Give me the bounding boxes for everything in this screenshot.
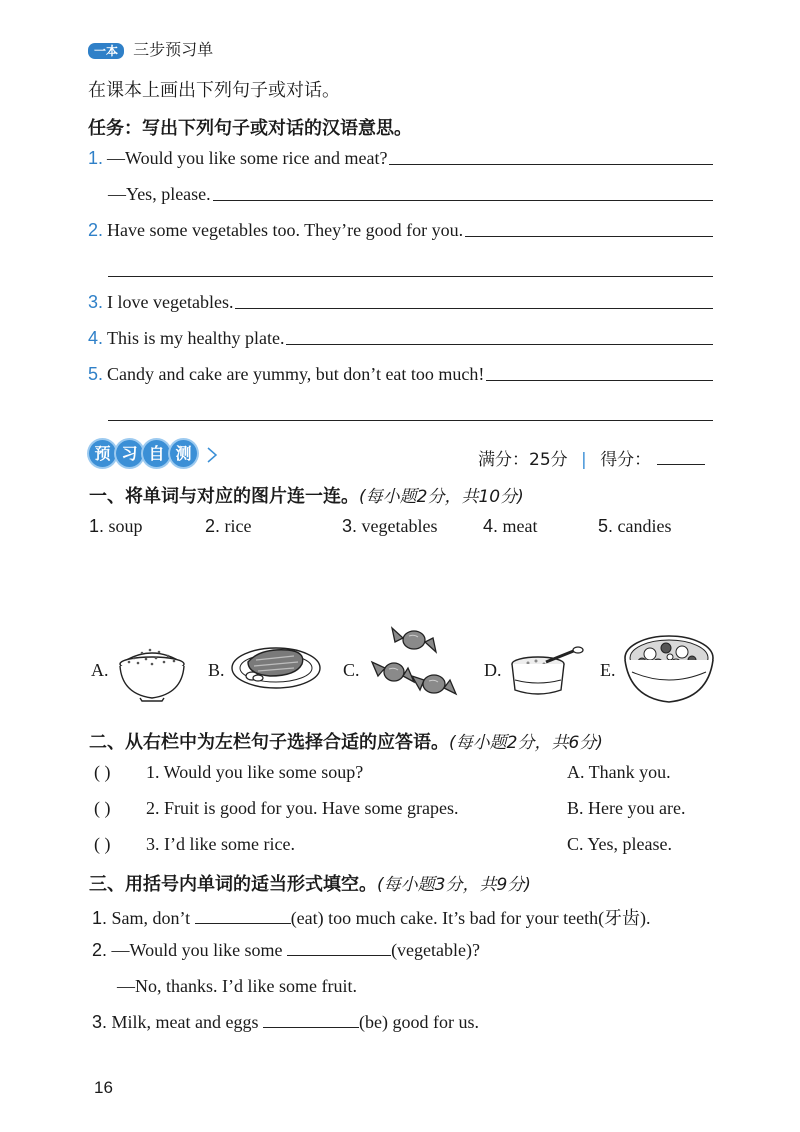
translation-row-1 (88, 148, 713, 169)
match-word-5[interactable] (598, 516, 672, 537)
steak-plate-icon[interactable] (230, 640, 322, 692)
instruction-text: 在课本上画出下列句子或对话。 (88, 80, 340, 101)
item-number: 1. (88, 148, 104, 168)
item-number: 1. (89, 516, 105, 536)
answer-line[interactable] (235, 308, 713, 309)
sentence-text: —Yes, please. (108, 184, 211, 204)
match-word-4[interactable] (483, 516, 538, 537)
item-number: 2. (92, 940, 108, 960)
text-before: Sam, don’t (111, 908, 191, 928)
full-score-label: 满分：25分 (478, 450, 568, 470)
response-b: B. Here you are. (567, 798, 686, 818)
fill-item-3 (92, 1012, 479, 1033)
answer-line[interactable] (389, 164, 713, 165)
response-c: C. Yes, please. (567, 834, 673, 854)
sentence-text: This is my healthy plate. (107, 328, 285, 348)
word: meat (502, 516, 538, 536)
answer-paren-3[interactable]: ( ) (94, 834, 111, 854)
section-1-title (89, 482, 524, 508)
answer-line[interactable] (286, 344, 713, 345)
item-number: 1. (92, 908, 108, 928)
text-after: (eat) too much cake. It’s bad for your teeth(牙齿). (290, 908, 651, 928)
answer-line-extra[interactable] (108, 276, 713, 277)
vegetable-bowl-icon[interactable] (622, 632, 716, 706)
got-score-label: 得分： (600, 450, 652, 470)
banner-char: 自 (143, 440, 170, 467)
banner-char: 预 (89, 440, 116, 467)
score-divider: | (581, 450, 587, 470)
score-box (478, 445, 705, 470)
section-3-title (89, 870, 531, 896)
preview-banner (89, 440, 219, 467)
soup-bowl-icon[interactable] (506, 646, 586, 700)
page-number: 16 (94, 1078, 113, 1097)
word: candies (617, 516, 672, 536)
translation-row-2 (88, 220, 713, 241)
word: rice (224, 516, 252, 536)
question-2-2: 2. Fruit is good for you. Have some grapes. (146, 798, 459, 818)
fill-item-2 (92, 940, 480, 961)
picture-letter-e: E. (600, 660, 616, 680)
candies-icon[interactable] (364, 620, 460, 710)
answer-line-extra[interactable] (108, 420, 713, 421)
section-title-text: 二、从右栏中为左栏句子选择合适的应答语。 (89, 732, 449, 753)
fill-blank[interactable] (287, 955, 391, 956)
answer-line[interactable] (465, 236, 713, 237)
sentence-text: Candy and cake are yummy, but don’t eat too much! (107, 364, 485, 384)
header-title: 三步预习单 (133, 40, 214, 59)
section-title-text: 一、将单词与对应的图片连一连。 (89, 486, 359, 507)
word: vegetables (361, 516, 438, 536)
item-number: 4. (483, 516, 499, 536)
banner-char: 习 (116, 440, 143, 467)
translation-row-3 (88, 292, 713, 313)
item-number: 3. (92, 1012, 108, 1032)
fill-item-1 (92, 904, 651, 930)
item-number: 4. (88, 328, 104, 348)
picture-letter-d: D. (484, 660, 502, 680)
match-word-1[interactable] (89, 516, 143, 537)
item-number: 2. (88, 220, 104, 240)
section-points: (每小题3分，共9分) (377, 875, 531, 895)
word: soup (108, 516, 143, 536)
fill-blank[interactable] (195, 923, 291, 924)
section-points: (每小题2分，共10分) (359, 487, 524, 507)
answer-line[interactable] (213, 200, 713, 201)
answer-paren-2[interactable]: ( ) (94, 798, 111, 818)
fill-blank[interactable] (263, 1027, 359, 1028)
section-title-text: 三、用括号内单词的适当形式填空。 (89, 874, 377, 895)
item-number: 5. (598, 516, 614, 536)
sentence-text: Have some vegetables too. They’re good for you. (107, 220, 464, 240)
translation-row-4 (88, 328, 713, 349)
page-header (88, 37, 213, 60)
text-before: Milk, meat and eggs (111, 1012, 259, 1032)
section-points: (每小题2分，共6分) (449, 733, 603, 753)
item-number: 2. (205, 516, 221, 536)
sentence-text: I love vegetables. (107, 292, 234, 312)
response-a: A. Thank you. (567, 762, 671, 782)
fill-item-2b: —No, thanks. I’d like some fruit. (117, 976, 357, 996)
text-before: —Would you like some (111, 940, 283, 960)
picture-letter-b: B. (208, 660, 225, 680)
text-after: (be) good for us. (359, 1012, 479, 1032)
match-word-3[interactable] (342, 516, 437, 537)
picture-letter-c: C. (343, 660, 360, 680)
text-after: (vegetable)? (391, 940, 480, 960)
question-2-3: 3. I’d like some rice. (146, 834, 295, 854)
item-number: 3. (88, 292, 104, 312)
rice-bowl-icon[interactable] (114, 634, 190, 702)
translation-row-1b (108, 184, 713, 205)
match-word-2[interactable] (205, 516, 252, 537)
answer-paren-1[interactable]: ( ) (94, 762, 111, 782)
task-text: 任务：写出下列句子或对话的汉语意思。 (88, 118, 412, 139)
question-2-1: 1. Would you like some soup? (146, 762, 364, 782)
answer-line[interactable] (486, 380, 713, 381)
score-blank[interactable] (657, 464, 705, 465)
section-2-title (89, 728, 603, 754)
item-number: 5. (88, 364, 104, 384)
header-badge: 一本 (88, 43, 124, 59)
banner-char: 测 (170, 440, 197, 467)
translation-row-5 (88, 364, 713, 385)
item-number: 3. (342, 516, 358, 536)
sentence-text: —Would you like some rice and meat? (107, 148, 388, 168)
chevron-right-icon (205, 445, 219, 465)
picture-letter-a: A. (91, 660, 109, 680)
